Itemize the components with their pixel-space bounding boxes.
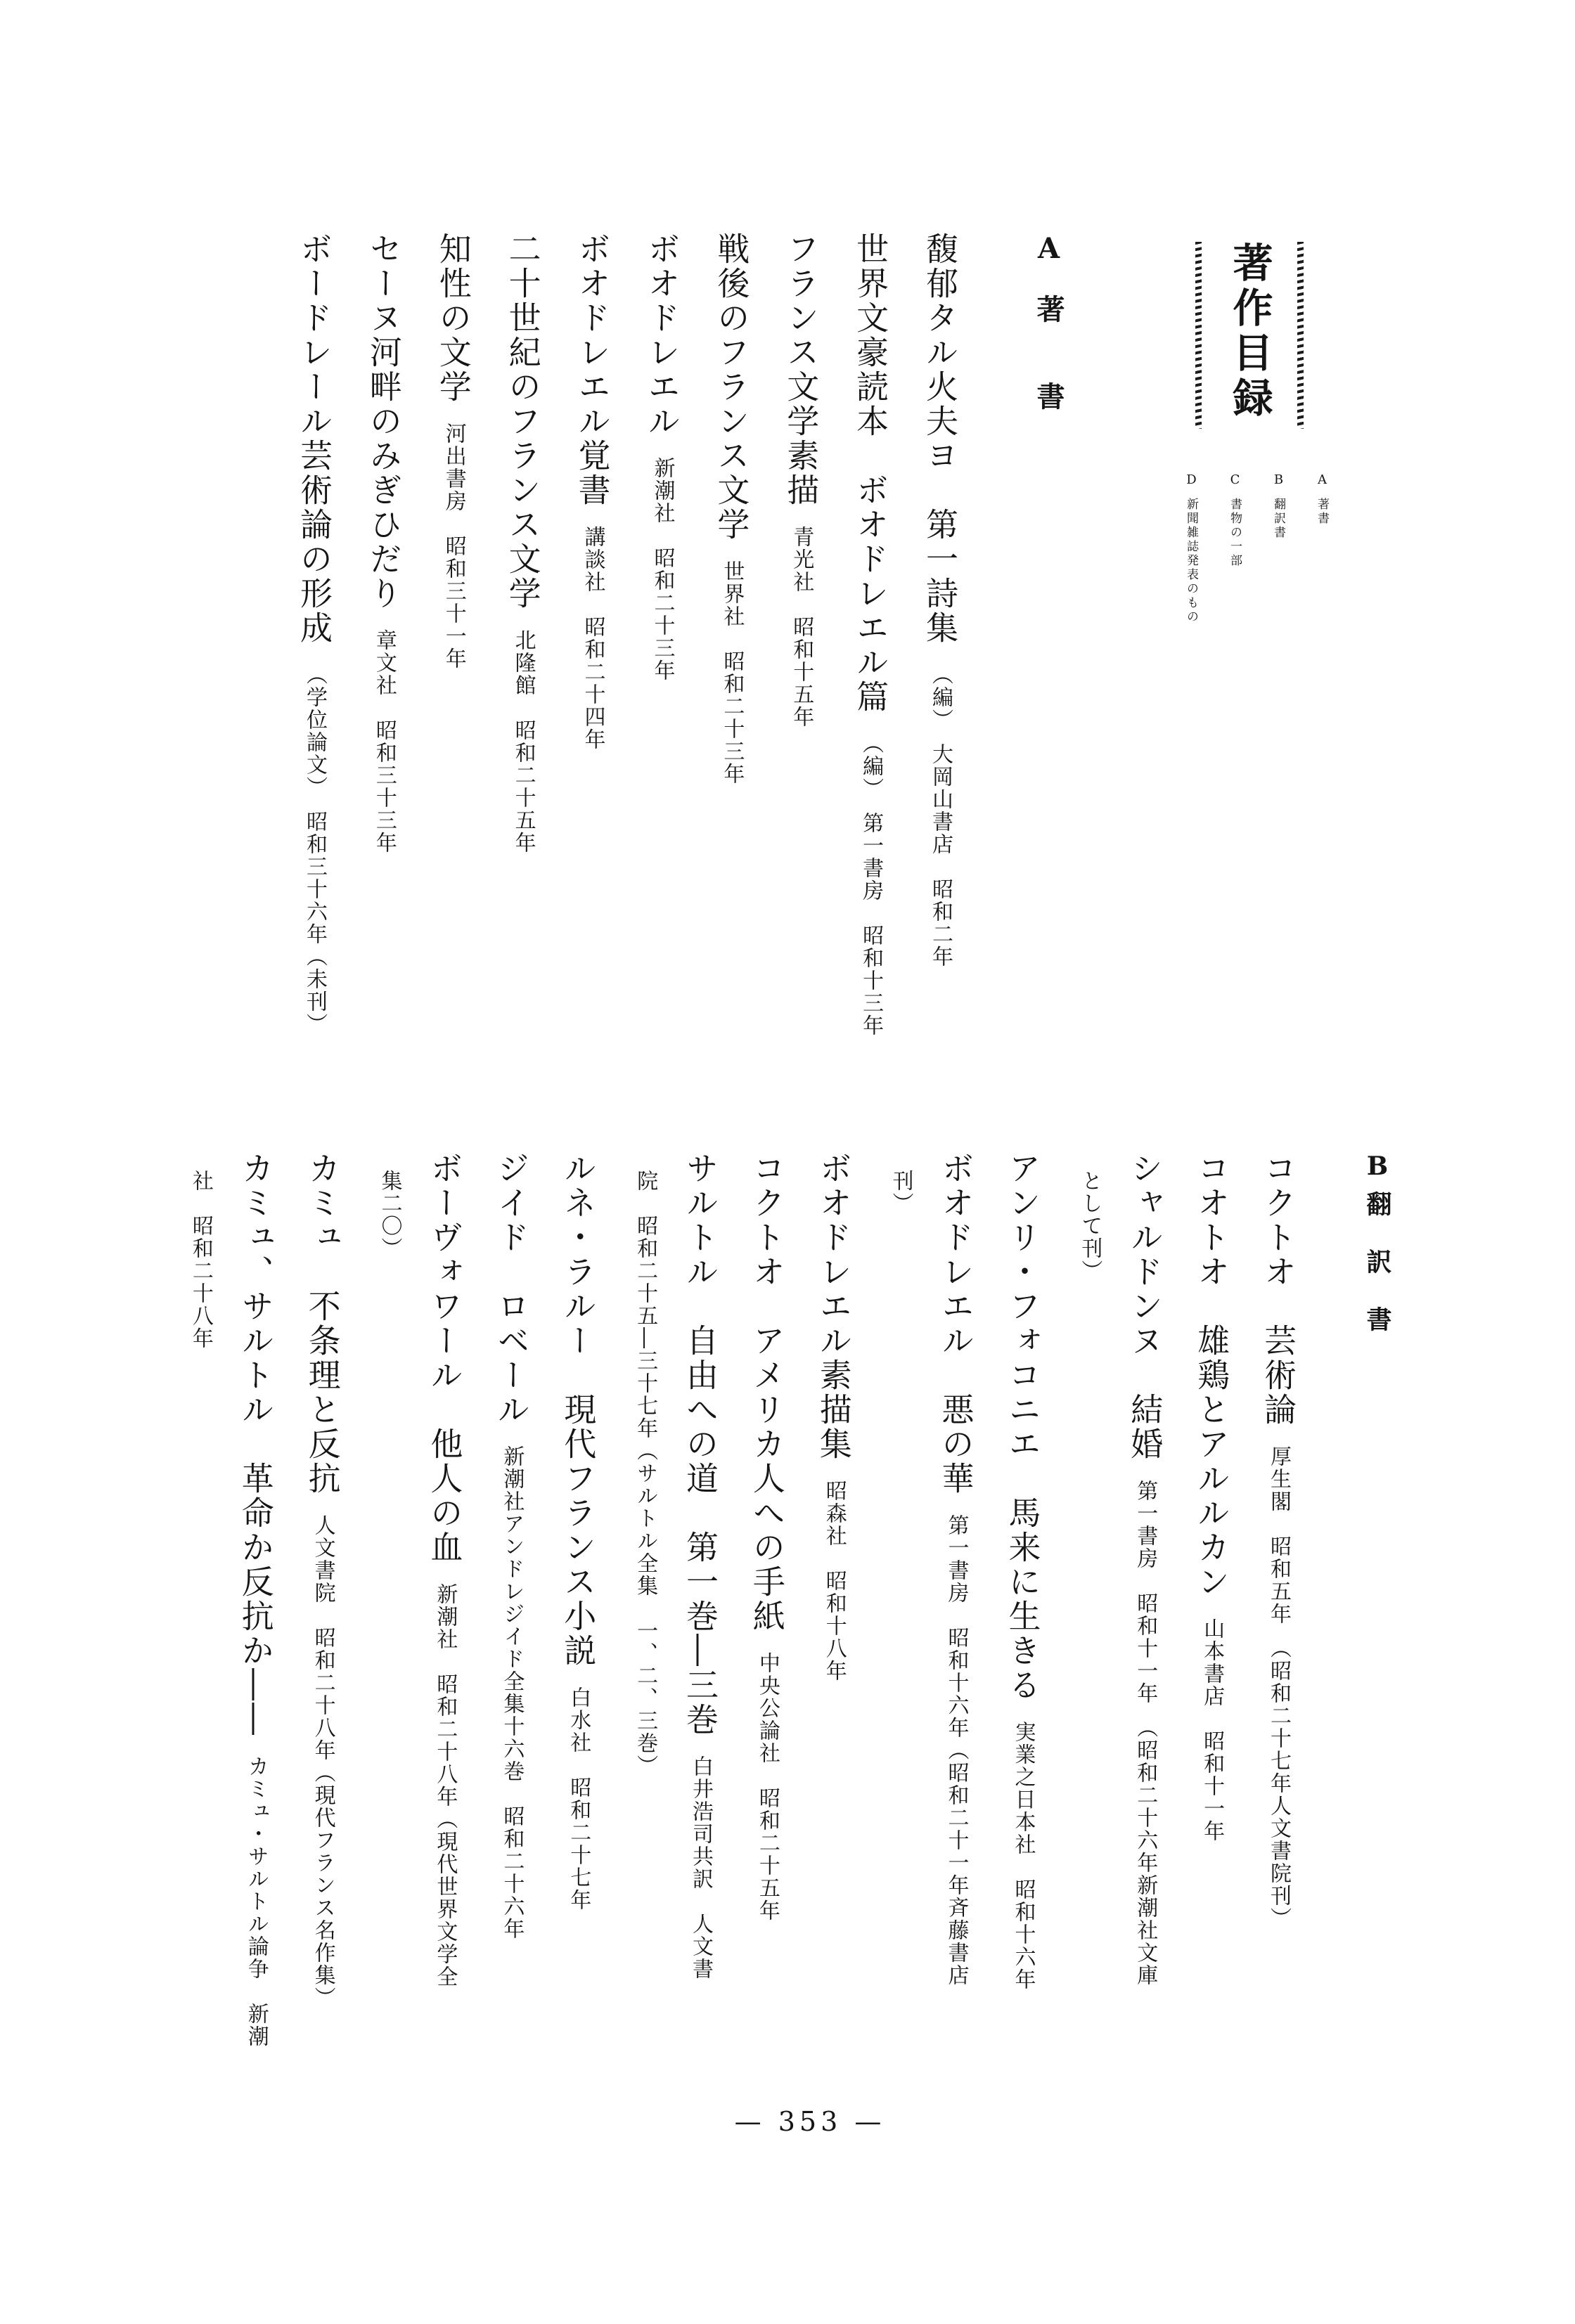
work-entry	[295, 232, 333, 1061]
entry-title: シャルドンヌ 結婚	[1126, 1151, 1164, 1461]
work-entry	[748, 1151, 785, 2076]
entry-line	[365, 232, 402, 1061]
toc-label-b: 翻訳書	[1271, 498, 1285, 540]
toc-item-c	[1226, 472, 1244, 950]
entry-title: コクトオ アメリカ人への手紙	[747, 1151, 786, 1634]
entry-note-continuation: 院 昭和二十五―三十七年（サルトル全集 一、二、三巻）	[633, 1170, 658, 1777]
entry-title: ボオドレエル 悪の華	[937, 1151, 975, 1496]
toc-letter-b: B	[1271, 472, 1286, 489]
entry-title: ジイド ロベール	[492, 1151, 531, 1427]
entry-note: 青光社 昭和十五年	[789, 526, 814, 728]
section-translations	[169, 1151, 1396, 2076]
entry-note: 厚生閣 昭和五年 （昭和二十七年人文書院刊）	[1266, 1445, 1291, 1930]
entry-line	[1004, 1151, 1041, 2076]
entry-title: 馥郁タル火夫ヨ 第一詩集	[921, 232, 959, 645]
work-entry	[921, 232, 958, 1061]
entry-line	[304, 1151, 341, 2076]
entry-note: カミュ・サルトル論争 新潮	[243, 1755, 269, 2048]
toc-letter-d: D	[1184, 472, 1199, 489]
entry-title: 知性の文学	[434, 232, 472, 404]
entry-line	[937, 1151, 975, 2076]
section-label: 翻 訳 書	[1363, 1191, 1392, 1335]
work-entry	[626, 1151, 719, 2076]
entry-line	[504, 232, 541, 1061]
entry-note-continuation: 社 昭和二十八年	[188, 1170, 213, 1350]
entry-line	[295, 232, 333, 1061]
entry-title: 戦後のフランス文学	[712, 232, 751, 542]
toc-letter-c: C	[1228, 472, 1242, 489]
entry-line	[1259, 1151, 1297, 2076]
entry-line	[643, 232, 681, 1061]
entry-title: カミュ 不条理と反抗	[303, 1151, 342, 1496]
entry-line-continuation	[371, 1151, 408, 2076]
entry-note: 山本書店 昭和十一年	[1200, 1618, 1225, 1842]
work-entry	[851, 232, 889, 1061]
page-number: — 353 —	[734, 2106, 886, 2137]
entry-note-continuation: 集二〇）	[377, 1170, 402, 1260]
section-heading	[1029, 232, 1069, 1061]
entry-note-continuation: として刊）	[1077, 1170, 1102, 1282]
work-entry	[1004, 1151, 1041, 2076]
entry-note: （編） 第一書房 昭和十三年	[859, 732, 884, 1037]
entry-title: ボオドレエル覚書	[573, 232, 612, 508]
entry-note: 講談社 昭和二十四年	[580, 526, 605, 751]
entry-line-continuation	[626, 1151, 663, 2076]
work-entry	[492, 1151, 529, 2076]
toc-label-c: 書物の一部	[1228, 498, 1242, 568]
toc-letter-a: A	[1315, 472, 1330, 489]
entry-line-continuation	[181, 1151, 219, 2076]
work-entry	[574, 232, 611, 1061]
work-entry	[643, 232, 681, 1061]
entry-line	[426, 1151, 463, 2076]
entry-note: 第一書房 昭和十一年 （昭和二十六年新潮社文庫	[1133, 1480, 1158, 1987]
entry-line	[492, 1151, 529, 2076]
entry-line	[559, 1151, 596, 2076]
entry-title: コオトオ 雄鶏とアルルカン	[1192, 1151, 1231, 1599]
entry-note: 新潮社アンドレジイド全集十六巻 昭和二十六年	[499, 1445, 525, 1940]
entry-line	[921, 232, 958, 1061]
entry-note: 実業之日本社 昭和十六年	[1010, 1721, 1036, 1991]
work-entry	[181, 1151, 274, 2076]
entry-title: カミュ、サルトル 革命か反抗か――	[236, 1151, 275, 1737]
section-heading	[1360, 1151, 1396, 2076]
title-ornament-left	[1195, 242, 1202, 429]
section-books	[267, 232, 1069, 1061]
section-letter: A	[1032, 232, 1065, 265]
work-entry	[304, 1151, 341, 2076]
section-label: 著 書	[1032, 295, 1065, 425]
entry-line-continuation	[882, 1151, 919, 2076]
entry-line	[574, 232, 611, 1061]
entry-title: フランス文学素描	[782, 232, 821, 508]
toc-label-a: 著書	[1315, 498, 1329, 526]
work-entry	[435, 232, 472, 1061]
entry-note-continuation: 刊）	[888, 1170, 913, 1215]
entry-note: 白水社 昭和二十七年	[566, 1686, 591, 1911]
entry-note: 北隆館 昭和二十五年	[510, 629, 536, 854]
entry-note: （学位論文） 昭和三十六年（未刊）	[302, 664, 327, 1035]
work-entry	[815, 1151, 852, 2076]
entry-title: ボオドレエル素描集	[814, 1151, 853, 1461]
entry-title: コクトオ 芸術論	[1259, 1151, 1297, 1427]
toc-item-b	[1270, 472, 1287, 950]
entry-line	[1192, 1151, 1230, 2076]
work-entry	[1192, 1151, 1230, 2076]
entry-line	[712, 232, 750, 1061]
entry-note: 世界社 昭和二十三年	[719, 560, 745, 785]
entry-note: 新潮社 昭和二十三年	[650, 457, 675, 682]
entry-line	[782, 232, 819, 1061]
work-entry	[782, 232, 819, 1061]
entry-note: 中央公論社 昭和二十五年	[754, 1652, 780, 1922]
entry-line	[237, 1151, 274, 2076]
entry-note: 人文書院 昭和二十八年（現代フランス名作集）	[310, 1514, 335, 2009]
entry-line	[1126, 1151, 1163, 2076]
entry-line	[435, 232, 472, 1061]
entry-line-continuation	[1070, 1151, 1107, 2076]
toc-label-d: 新聞雑誌発表のもの	[1184, 498, 1198, 624]
toc	[1157, 472, 1331, 950]
entry-title: サルトル 自由への道 第一巻―三巻	[681, 1151, 719, 1737]
entry-title: セーヌ河畔のみぎひだり	[364, 232, 403, 611]
title-ornament-right	[1297, 242, 1304, 429]
entry-line	[748, 1151, 785, 2076]
work-entry	[559, 1151, 596, 2076]
entry-title: ボーヴォワール 他人の血	[425, 1151, 464, 1565]
entry-note: 第一書房 昭和十六年（昭和二十一年斉藤書店	[944, 1514, 969, 1987]
entry-title: ボオドレエル	[643, 232, 681, 439]
entry-line	[851, 232, 889, 1061]
entry-note: 章文社 昭和三十三年	[371, 629, 397, 854]
work-entry	[1259, 1151, 1297, 2076]
entry-note: 河出書房 昭和三十一年	[441, 422, 466, 670]
entry-title: 世界文豪読本 ボオドレエル篇	[851, 232, 890, 714]
toc-item-a	[1313, 472, 1331, 950]
work-entry	[365, 232, 402, 1061]
entry-note: （編） 大岡山書店 昭和二年	[928, 664, 953, 968]
toc-item-d	[1183, 472, 1200, 950]
work-entry	[1070, 1151, 1163, 2076]
entry-title: ルネ・ラルー 現代フランス小説	[559, 1151, 598, 1668]
section-letter: B	[1363, 1151, 1392, 1181]
work-entry	[882, 1151, 975, 2076]
title-block	[1195, 242, 1304, 429]
entry-line	[815, 1151, 852, 2076]
work-entry	[712, 232, 750, 1061]
entry-note: 白井浩司共訳 人文書	[688, 1755, 713, 1980]
work-entry	[371, 1151, 463, 2076]
entry-title: ボードレール芸術論の形成	[295, 232, 333, 645]
entry-note: 新潮社 昭和二十八年（現代世界文学全	[432, 1583, 458, 1988]
work-entry	[504, 232, 541, 1061]
page-title: 著作目録	[1226, 242, 1273, 422]
entry-note: 昭森社 昭和十八年	[821, 1480, 847, 1682]
entry-line	[681, 1151, 719, 2076]
entry-title: 二十世紀のフランス文学	[503, 232, 542, 611]
entry-title: アンリ・フォコニエ 馬来に生きる	[1003, 1151, 1042, 1703]
